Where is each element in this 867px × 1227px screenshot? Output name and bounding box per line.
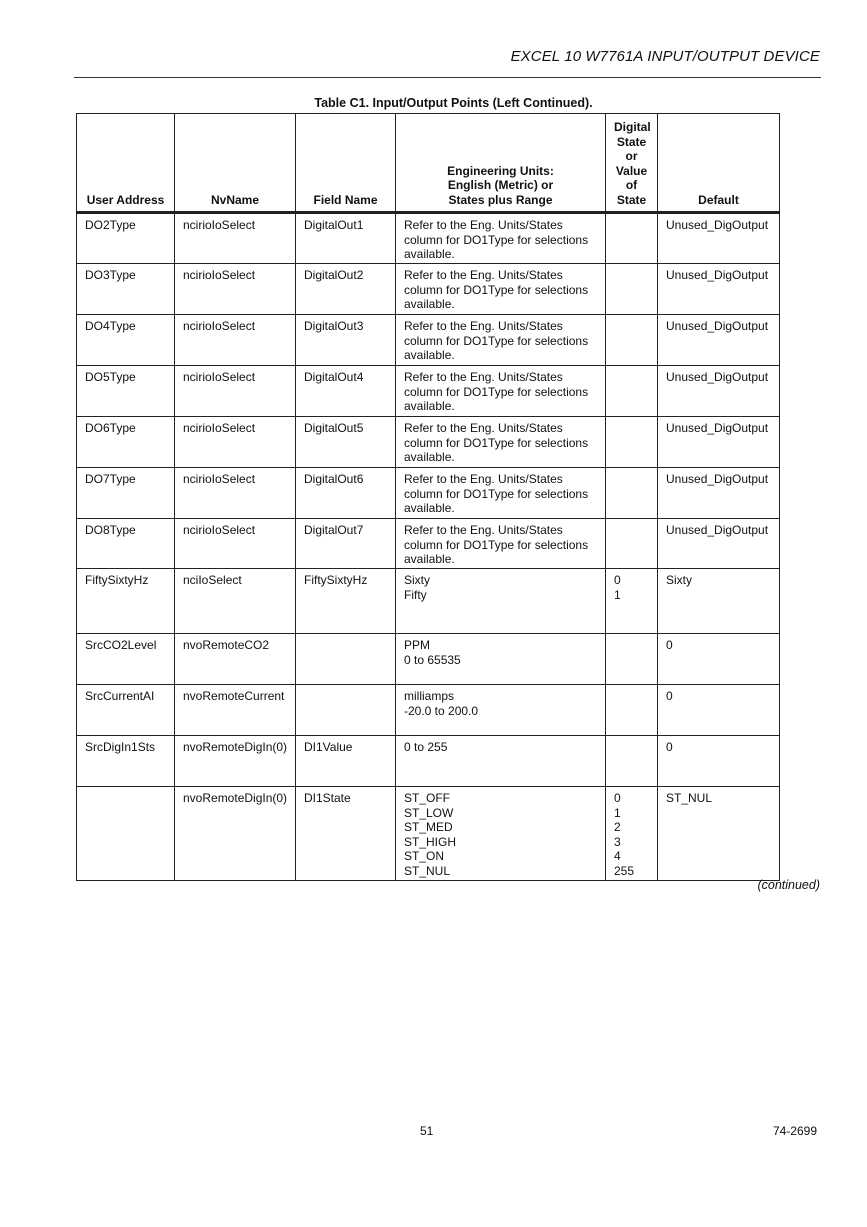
cell-default: Unused_DigOutput <box>658 213 780 264</box>
cell-digital-state <box>606 264 658 315</box>
table-row <box>77 787 780 881</box>
table-row <box>77 519 780 569</box>
cell-default: Sixty <box>658 569 780 634</box>
page-number: 51 <box>420 1124 434 1138</box>
running-header: EXCEL 10 W7761A INPUT/OUTPUT DEVICE <box>510 48 820 65</box>
table-title: Table C1. Input/Output Points (Left Continued). <box>314 96 593 110</box>
cell-nvname: ncirioIoSelect <box>175 213 296 264</box>
cell-digital-state <box>606 417 658 468</box>
cell-field-name <box>296 634 396 685</box>
cell-field-name: DigitalOut2 <box>296 264 396 315</box>
cell-digital-state <box>606 468 658 519</box>
cell-field-name: FiftySixtyHz <box>296 569 396 634</box>
cell-digital-state <box>606 366 658 417</box>
cell-user-address: DO6Type <box>77 417 175 468</box>
table-row <box>77 417 780 468</box>
cell-nvname: nvoRemoteDigIn(0) <box>175 736 296 787</box>
cell-eng-units: Sixty Fifty <box>396 569 606 634</box>
cell-default: Unused_DigOutput <box>658 264 780 315</box>
cell-default: ST_NUL <box>658 787 780 881</box>
col-header-field-name: Field Name <box>296 114 396 213</box>
cell-eng-units: Refer to the Eng. Units/States column for DO1Type for selections available. <box>396 468 606 519</box>
table-header-row <box>77 114 780 213</box>
table-row <box>77 736 780 787</box>
cell-field-name: DigitalOut7 <box>296 519 396 569</box>
cell-nvname: ncirioIoSelect <box>175 519 296 569</box>
cell-user-address: DO5Type <box>77 366 175 417</box>
cell-eng-units: Refer to the Eng. Units/States column for DO1Type for selections available. <box>396 519 606 569</box>
cell-default: Unused_DigOutput <box>658 315 780 366</box>
header-rule <box>74 77 821 78</box>
cell-user-address <box>77 787 175 881</box>
cell-field-name: DI1Value <box>296 736 396 787</box>
cell-eng-units: Refer to the Eng. Units/States column for DO1Type for selections available. <box>396 366 606 417</box>
cell-field-name <box>296 685 396 736</box>
cell-user-address: SrcCurrentAI <box>77 685 175 736</box>
cell-field-name: DigitalOut6 <box>296 468 396 519</box>
cell-eng-units: ST_OFF ST_LOW ST_MED ST_HIGH ST_ON ST_NUL <box>396 787 606 881</box>
col-header-digital-state: Digital State or Value of State <box>606 114 658 213</box>
cell-nvname: nvoRemoteDigIn(0) <box>175 787 296 881</box>
cell-eng-units: Refer to the Eng. Units/States column for DO1Type for selections available. <box>396 264 606 315</box>
cell-eng-units: PPM 0 to 65535 <box>396 634 606 685</box>
cell-default: Unused_DigOutput <box>658 519 780 569</box>
cell-field-name: DigitalOut4 <box>296 366 396 417</box>
table-row <box>77 264 780 315</box>
cell-digital-state <box>606 213 658 264</box>
cell-digital-state <box>606 736 658 787</box>
cell-eng-units: Refer to the Eng. Units/States column for DO1Type for selections available. <box>396 315 606 366</box>
cell-user-address: DO2Type <box>77 213 175 264</box>
io-points-table <box>76 113 780 881</box>
cell-default: Unused_DigOutput <box>658 366 780 417</box>
cell-digital-state: 0 1 2 3 4 255 <box>606 787 658 881</box>
document-number: 74-2699 <box>772 1124 817 1138</box>
cell-field-name: DI1State <box>296 787 396 881</box>
cell-field-name: DigitalOut1 <box>296 213 396 264</box>
cell-default: 0 <box>658 736 780 787</box>
cell-nvname: ncirioIoSelect <box>175 315 296 366</box>
table-row <box>77 468 780 519</box>
cell-field-name: DigitalOut3 <box>296 315 396 366</box>
cell-user-address: DO4Type <box>77 315 175 366</box>
col-header-nvname: NvName <box>175 114 296 213</box>
cell-digital-state <box>606 634 658 685</box>
cell-digital-state <box>606 519 658 569</box>
cell-nvname: nvoRemoteCurrent <box>175 685 296 736</box>
cell-nvname: ncirioIoSelect <box>175 468 296 519</box>
cell-user-address: DO7Type <box>77 468 175 519</box>
col-header-eng-units: Engineering Units: English (Metric) or States plus Range <box>396 114 606 213</box>
cell-eng-units: milliamps -20.0 to 200.0 <box>396 685 606 736</box>
cell-default: Unused_DigOutput <box>658 417 780 468</box>
cell-nvname: nvoRemoteCO2 <box>175 634 296 685</box>
table-row <box>77 213 780 264</box>
cell-user-address: FiftySixtyHz <box>77 569 175 634</box>
cell-nvname: ncirioIoSelect <box>175 366 296 417</box>
cell-nvname: ncirioIoSelect <box>175 264 296 315</box>
col-header-default: Default <box>658 114 780 213</box>
cell-eng-units: Refer to the Eng. Units/States column for DO1Type for selections available. <box>396 213 606 264</box>
cell-digital-state: 0 1 <box>606 569 658 634</box>
cell-field-name: DigitalOut5 <box>296 417 396 468</box>
continued-note: (continued) <box>757 878 820 892</box>
cell-digital-state <box>606 685 658 736</box>
cell-eng-units: Refer to the Eng. Units/States column for DO1Type for selections available. <box>396 417 606 468</box>
table-row <box>77 315 780 366</box>
cell-user-address: SrcDigIn1Sts <box>77 736 175 787</box>
cell-default: 0 <box>658 685 780 736</box>
col-header-user-address: User Address <box>77 114 175 213</box>
table-row <box>77 366 780 417</box>
table-row <box>77 685 780 736</box>
cell-user-address: SrcCO2Level <box>77 634 175 685</box>
cell-default: 0 <box>658 634 780 685</box>
cell-eng-units: 0 to 255 <box>396 736 606 787</box>
cell-user-address: DO3Type <box>77 264 175 315</box>
cell-default: Unused_DigOutput <box>658 468 780 519</box>
table-row <box>77 634 780 685</box>
cell-nvname: ncirioIoSelect <box>175 417 296 468</box>
cell-digital-state <box>606 315 658 366</box>
cell-nvname: nciIoSelect <box>175 569 296 634</box>
cell-user-address: DO8Type <box>77 519 175 569</box>
table-row <box>77 569 780 634</box>
